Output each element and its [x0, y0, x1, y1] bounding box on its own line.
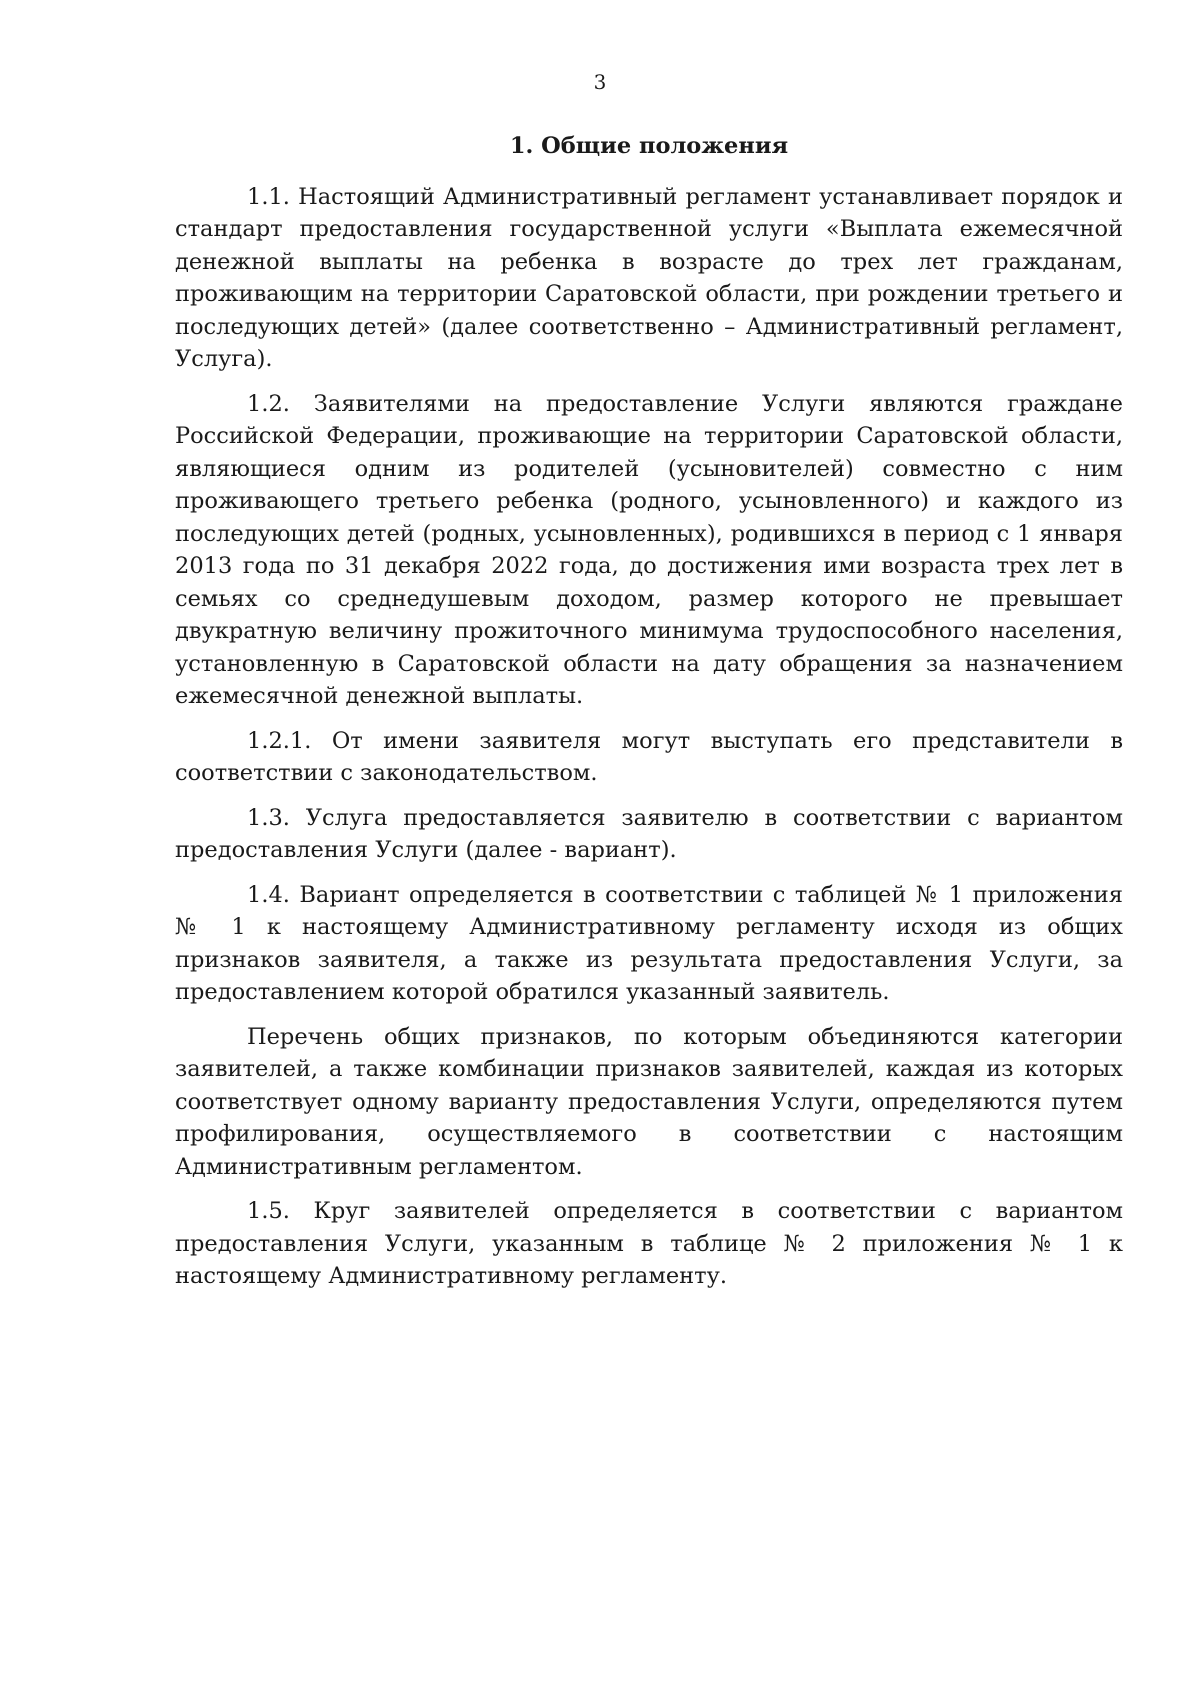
paragraph-1-2: 1.2. Заявителями на предоставление Услуги являются граждане Российской Федерации, проживающие на территории Саратовской области, являющиеся одним из родителей (усыновителей) совместно с ним проживающего третьего ребенка (родного, усыновленного) и каждого из последующих детей (родных, усыновленных), родившихся в период с 1 января 2013 года по 31 декабря 2022 года, до достижения ими возраста трех лет в семьях со среднедушевым доходом, размер которого не превышает двукратную величину прожиточного минимума трудоспособного населения, установленную в Саратовской области на дату обращения за назначением ежемесячной денежной выплаты.	[175, 390, 1123, 709]
paragraph-1-5: 1.5. Круг заявителей определяется в соответствии с вариантом предоставления Услуги, указанным в таблице № 2 приложения № 1 к настоящему Административному регламенту.	[175, 1198, 1123, 1289]
section-title: 1. Общие положения	[509, 133, 789, 159]
paragraph-1-4: 1.4. Вариант определяется в соответствии с таблицей № 1 приложения № 1 к настоящему Административному регламенту исходя из общих признаков заявителя, а также из результата предоставления Услуги, за предоставлением которой обратился указанный заявитель.	[175, 881, 1123, 1005]
page-number: 3	[593, 70, 607, 94]
document-body	[175, 130, 1123, 1305]
paragraph-1-3: 1.3. Услуга предоставляется заявителю в соответствии с вариантом предоставления Услуги (далее - вариант).	[175, 804, 1123, 863]
paragraph-1-1: 1.1. Настоящий Административный регламент устанавливает порядок и стандарт предоставления государственной услуги «Выплата ежемесячной денежной выплаты на ребенка в возрасте до трех лет гражданам, проживающим на территории Саратовской области, при рождении третьего и последующих детей» (далее соответственно – Административный регламент, Услуга).	[175, 183, 1123, 372]
paragraph-criteria-list: Перечень общих признаков, по которым объединяются категории заявителей, а также комбинации признаков заявителей, каждая из которых соответствует одному варианту предоставления Услуги, определяются путем профилирования, осуществляемого в соответствии с настоящим Административным регламентом.	[175, 1023, 1123, 1180]
paragraph-1-2-1: 1.2.1. От имени заявителя могут выступать его представители в соответствии с законодательством.	[175, 727, 1123, 786]
